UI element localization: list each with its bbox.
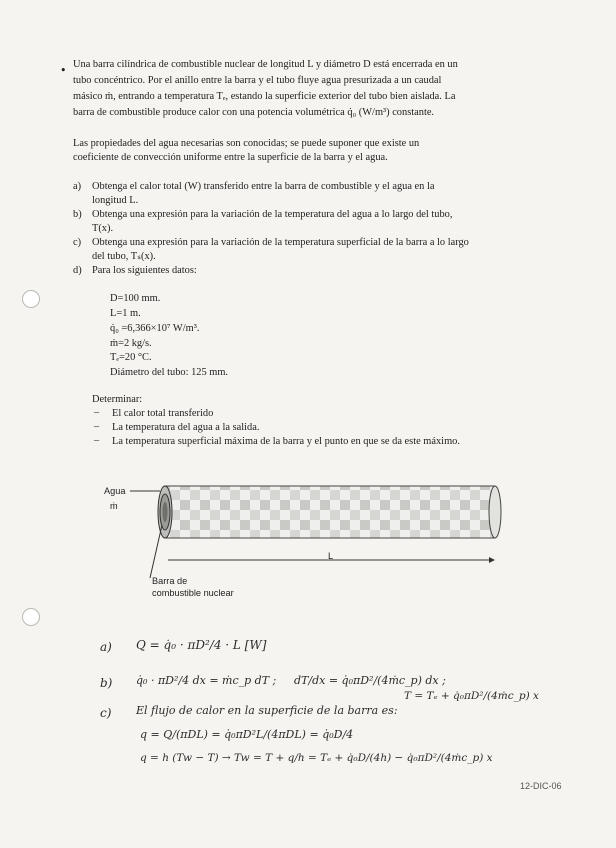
item-letter: a) [73,181,82,192]
intro-line: Una barra cilíndrica de combustible nuclear de longitud L y diámetro D está encerrada en un [73,59,458,70]
dash-icon: – [94,407,100,418]
solution-b-equation-3: T = Tₑ + q̇₀πD²/(4ṁc_p) x [404,690,539,702]
data-item: Tₑ=20 °C. [110,352,152,363]
determinar-item: La temperatura superficial máxima de la barra y el punto en que se da este máximo. [112,436,460,447]
item-d-line: Para los siguientes datos: [92,265,197,276]
determinar-label: Determinar: [92,394,143,405]
solution-c-line-1: El flujo de calor en la superficie de la barra es: [136,704,398,717]
item-letter: b) [73,209,82,220]
determinar-item: La temperatura del agua a la salida. [112,422,260,433]
item-c-line: del tubo, Tₛ(x). [92,251,156,262]
props-line: coeficiente de convección uniforme entre la superficie de la barra y el agua. [73,152,388,163]
dash-icon: – [94,435,100,446]
solution-c-line-2: q = Q/(πDL) = q̇₀πD²L/(4πDL) = q̇₀D/4 [140,728,354,741]
barra-leader [150,525,162,578]
intro-line: barra de combustible produce calor con una potencia volumétrica q̇₀ (W/m³) constante. [73,107,435,118]
solution-c-label: c) [100,706,112,720]
agua-label: Agua [104,486,126,496]
item-a-line: longitud L. [92,195,139,206]
length-label: L [328,551,334,561]
solution-a-equation: Q = q̇₀ · πD²/4 · L [W] [136,638,267,652]
data-item: L=1 m. [110,308,141,319]
agua-mass-flow: ṁ [110,501,118,511]
solution-b-equation-2: dT/dx = q̇₀πD²/(4ṁc_p) dx ; [294,674,446,687]
props-line: Las propiedades del agua necesarias son conocidas; se puede suponer que existe un [73,138,420,149]
solution-b-equation-1: q̇₀ · πD²/4 dx = ṁc_p dT ; [136,674,277,687]
solution-a-label: a) [100,640,112,654]
data-item: Diámetro del tubo: 125 mm. [110,367,229,378]
page-footer: 12-DIC-06 [520,781,562,791]
data-item: D=100 mm. [110,293,161,304]
barra-label: combustible nuclear [152,588,234,598]
solution-c-line-3: q = h (Tw − T) → Tw = T + q/h = Tₑ + q̇₀D/(4h) − q̇₀πD²/(4ṁc_p) x [140,752,493,764]
determinar-item: El calor total transferido [112,408,214,419]
bullet-icon: • [60,64,67,77]
intro-line: tubo concéntrico. Por el anillo entre la barra y el tubo fluye agua presurizada a un caudal [73,75,442,86]
intro-line: másico ṁ, entrando a temperatura Tₑ, estando la superficie exterior del tubo bien aislada. La [73,91,456,102]
item-b-line: T(x). [92,223,114,234]
item-a-line: Obtenga el calor total (W) transferido entre la barra de combustible y el agua en la [92,181,435,192]
data-item: ṁ=2 kg/s. [110,338,152,349]
dash-icon: – [94,421,100,432]
barra-label: Barra de [152,576,188,586]
item-letter: d) [73,265,82,276]
item-letter: c) [73,237,82,248]
tube-right-end [489,486,501,538]
outer-tube [165,486,495,538]
rod-end-inner [163,502,168,522]
item-c-line: Obtenga una expresión para la variación de la temperatura superficial de la barra a lo largo [92,237,469,248]
item-b-line: Obtenga una expresión para la variación de la temperatura del agua a lo largo del tubo, [92,209,453,220]
solution-b-label: b) [100,676,113,690]
data-item: q̇₀ =6,366×10⁷ W/m³. [110,323,200,334]
